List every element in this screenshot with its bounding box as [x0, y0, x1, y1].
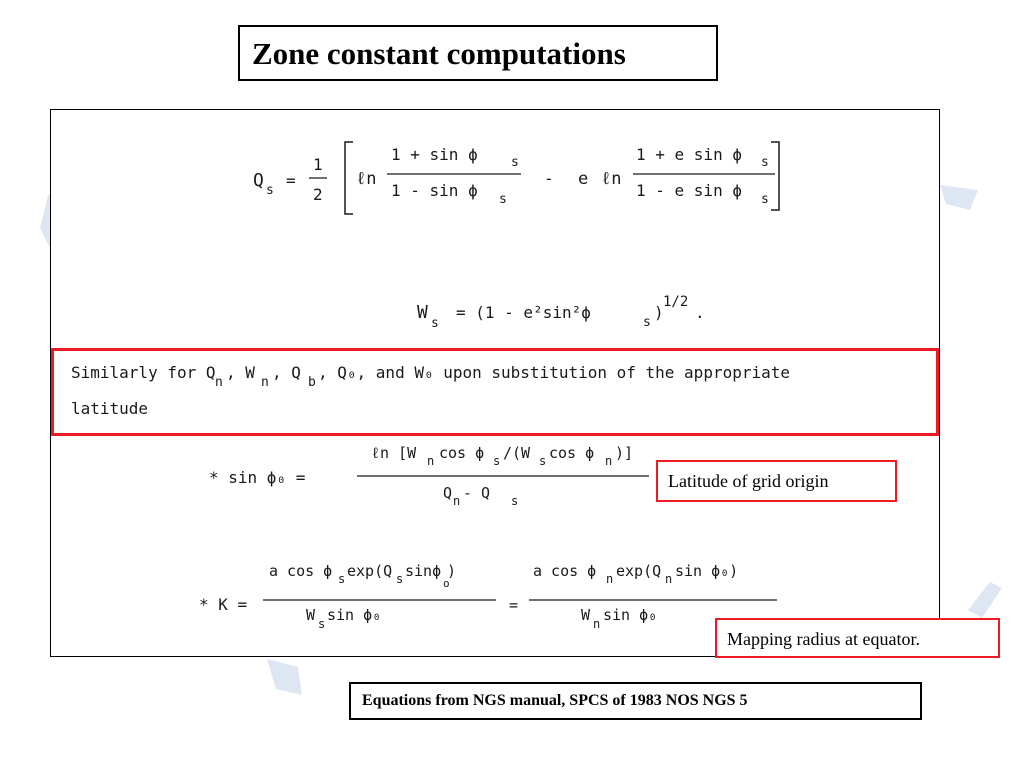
ws-equation: [417, 294, 705, 331]
ws-rhs-sub: s: [643, 315, 651, 330]
k-den2-sub: n: [593, 617, 601, 631]
k-den2-a: W: [581, 606, 591, 624]
ws-exponent: 1/2: [663, 294, 689, 310]
similarly-sub-n1: n: [215, 375, 223, 390]
sinphi-lhs: * sin ϕ₀ =: [209, 468, 306, 487]
k-den2-b: sin ϕ₀: [603, 606, 658, 624]
k-num2-b: exp(Q: [616, 562, 662, 580]
k-num1-sub3: o: [443, 577, 450, 590]
ws-lhs-sub: s: [431, 316, 439, 331]
qs-frac1-den: 1 - sin ϕ: [391, 181, 478, 200]
callout-latitude-of-grid-origin: Latitude of grid origin: [656, 460, 897, 502]
qs-frac2-num-sub: s: [761, 155, 769, 170]
sinphi-num-a: ℓn [W: [371, 444, 417, 462]
similarly-line1-c: , Q: [272, 363, 301, 382]
sinphi-num-c: /(W: [503, 444, 531, 462]
k-equals-2: =: [509, 596, 519, 614]
k-num2-a: a cos ϕ: [533, 562, 597, 580]
sinphi-den-sub2: s: [511, 494, 519, 508]
watermark-right-bottom: [960, 580, 1005, 620]
qs-frac1-den-sub: s: [499, 192, 507, 207]
ws-lhs: W: [417, 302, 428, 323]
k-num2-c: sin ϕ₀): [675, 562, 739, 580]
sinphi-num-d: cos ϕ: [549, 444, 595, 462]
k-lhs: * K =: [199, 595, 248, 614]
sinphi-den-b: - Q: [463, 484, 491, 502]
similarly-line1-a: Similarly for Q: [71, 363, 216, 382]
watermark-right-top: [940, 180, 980, 220]
sinphi-num-sub4: n: [605, 454, 613, 468]
qs-frac2-den-sub: s: [761, 192, 769, 207]
qs-frac1-num: 1 + sin ϕ: [391, 145, 478, 164]
qs-minus: -: [544, 169, 554, 188]
sinphi-num-sub3: s: [539, 454, 547, 468]
qs-e: e: [578, 169, 589, 189]
similarly-line1-d: , Q₀, and W₀ upon substitution of the appropriate: [318, 363, 791, 382]
similarly-highlight-box: [51, 348, 939, 436]
ws-rhs-b: ): [654, 303, 664, 322]
sinphi-num-sub1: n: [427, 454, 435, 468]
k-num1-a: a cos ϕ: [269, 562, 333, 580]
sinphi-equation: [209, 444, 649, 508]
similarly-line1-b: , W: [226, 363, 255, 382]
sinphi-num-b: cos ϕ: [439, 444, 485, 462]
qs-half-num: 1: [313, 155, 323, 174]
similarly-sub-b: b: [308, 375, 316, 390]
qs-lhs-sub: s: [266, 183, 274, 198]
k-num2-sub1: n: [606, 572, 614, 586]
k-equation: [199, 562, 777, 631]
k-num1-c: sinϕ: [405, 562, 442, 580]
ws-rhs-a: = (1 - e²sin²ϕ: [456, 303, 591, 322]
k-den1-a: W: [306, 606, 316, 624]
k-num1-b: exp(Q: [347, 562, 393, 580]
sinphi-num-e: )]: [615, 444, 634, 462]
slide-title: Zone constant computations: [238, 25, 718, 81]
qs-lhs: Q: [253, 170, 264, 191]
k-num2-sub2: n: [665, 572, 673, 586]
k-den1-b: sin ϕ₀: [327, 606, 382, 624]
k-num1-d: ): [447, 562, 457, 580]
qs-ln-1: ℓn: [356, 169, 377, 189]
source-citation: Equations from NGS manual, SPCS of 1983 NOS NGS 5: [349, 682, 922, 720]
k-den1-sub: s: [318, 617, 326, 631]
k-num1-sub1: s: [338, 572, 346, 586]
qs-ln-2: ℓn: [601, 169, 622, 189]
qs-equation: [253, 142, 779, 214]
ws-period: .: [695, 303, 705, 322]
similarly-text-svg: [54, 351, 936, 433]
qs-frac2-den: 1 - e sin ϕ: [636, 181, 742, 200]
qs-equals: =: [286, 171, 296, 190]
sinphi-num-sub2: s: [493, 454, 501, 468]
similarly-line2: latitude: [71, 399, 149, 418]
watermark-bottom: [262, 655, 307, 700]
k-num1-sub2: s: [396, 572, 404, 586]
sinphi-den-sub1: n: [453, 494, 461, 508]
qs-frac1-num-sub: s: [511, 155, 519, 170]
sinphi-den-a: Q: [443, 484, 453, 502]
qs-half-den: 2: [313, 185, 323, 204]
similarly-sub-n2: n: [261, 375, 269, 390]
qs-frac2-num: 1 + e sin ϕ: [636, 145, 742, 164]
callout-mapping-radius: Mapping radius at equator.: [715, 618, 1000, 658]
